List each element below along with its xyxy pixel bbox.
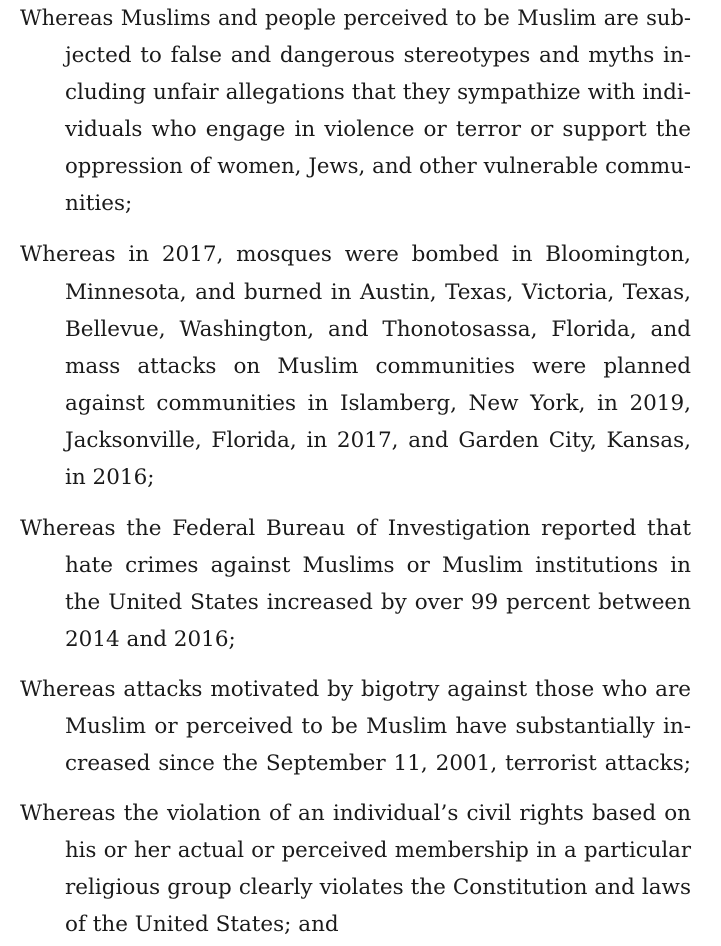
- clause-1-line-2: jected to false and dangerous stereotypes and myths in-: [65, 43, 691, 68]
- clause-1-line-1: Whereas Muslims and people perceived to be Muslim are sub-: [20, 6, 691, 30]
- clause-5-line-4: of the United States; and: [65, 912, 339, 937]
- clause-4-line-2: Muslim or perceived to be Muslim have substantially in-: [65, 714, 691, 739]
- clause-4-line-3: creased since the September 11, 2001, terrorist attacks;: [65, 751, 691, 776]
- clause-3-line-3: the United States increased by over 99 percent between: [65, 590, 691, 615]
- clause-1-line-6: nities;: [65, 191, 133, 216]
- clause-3-line-1: Whereas the Federal Bureau of Investigation reported that: [20, 516, 691, 541]
- clause-5-line-3: religious group clearly violates the Constitution and laws: [65, 875, 691, 900]
- clause-1-line-5: oppression of women, Jews, and other vulnerable commu-: [65, 154, 691, 179]
- clause-2-line-6: Jacksonville, Florida, in 2017, and Garden City, Kansas,: [65, 428, 691, 453]
- clause-3-line-2: hate crimes against Muslims or Muslim institutions in: [65, 553, 691, 578]
- clause-2-line-5: against communities in Islamberg, New York, in 2019,: [65, 391, 691, 416]
- clause-2-line-7: in 2016;: [65, 465, 155, 490]
- clause-1-line-4: viduals who engage in violence or terror or support the: [65, 117, 691, 142]
- clause-3-line-4: 2014 and 2016;: [65, 627, 236, 652]
- clause-5-line-1: Whereas the violation of an individual’s civil rights based on: [20, 801, 691, 826]
- clause-1-line-3: cluding unfair allegations that they sympathize with indi-: [65, 80, 691, 105]
- clause-4-line-1: Whereas attacks motivated by bigotry against those who are: [20, 677, 691, 702]
- clause-2-line-3: Bellevue, Washington, and Thonotosassa, Florida, and: [65, 317, 691, 342]
- clause-2-line-2: Minnesota, and burned in Austin, Texas, Victoria, Texas,: [65, 280, 691, 305]
- clause-2-line-1: Whereas in 2017, mosques were bombed in Bloomington,: [20, 242, 691, 267]
- clause-5-line-2: his or her actual or perceived membership in a particular: [65, 838, 691, 863]
- clause-2-line-4: mass attacks on Muslim communities were planned: [65, 354, 691, 379]
